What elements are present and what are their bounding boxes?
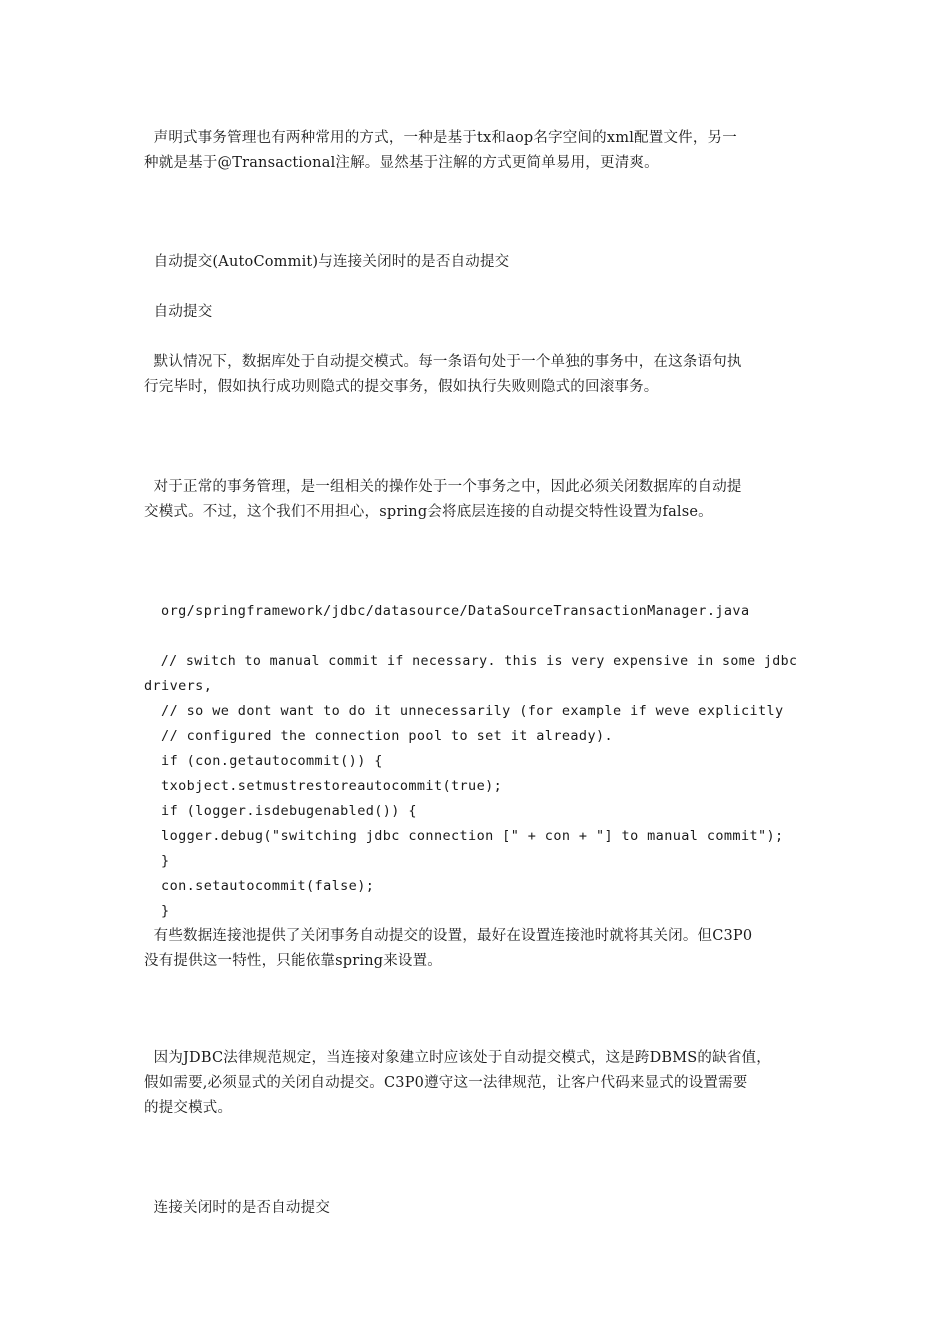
code-line: txobject.setmustrestoreautocommit(true); — [144, 778, 503, 794]
code-line: // configured the connection pool to set it already). — [144, 728, 614, 744]
text-line: 没有提供这一特性，只能依靠spring来设置。 — [144, 953, 443, 969]
text-line: 默认情况下，数据库处于自动提交模式。每一条语句处于一个单独的事务中，在这条语句执 — [144, 354, 742, 370]
code-line: drivers, — [144, 678, 213, 694]
text-line: 行完毕时，假如执行成功则隐式的提交事务，假如执行失败则隐式的回滚事务。 — [144, 379, 659, 395]
text-line: 假如需要,必须显式的关闭自动提交。C3P0遵守这一法律规范，让客户代码来显式的设置需要 — [144, 1075, 748, 1091]
code-line: } — [144, 903, 170, 919]
code-line: // so we dont want to do it unnecessarily (for example if weve explicitly — [144, 703, 784, 719]
text-line: 种就是基于@Transactional注解。显然基于注解的方式更简单易用，更清爽。 — [144, 155, 659, 171]
text-line: 声明式事务管理也有两种常用的方式，一种是基于tx和aop名字空间的xml配置文件，另一 — [144, 130, 737, 146]
text-line: 因为JDBC法律规范规定，当连接对象建立时应该处于自动提交模式，这是跨DBMS的缺省值， — [144, 1050, 771, 1066]
text-line: 有些数据连接池提供了关闭事务自动提交的设置，最好在设置连接池时就将其关闭。但C3P0 — [144, 928, 753, 944]
code-line: logger.debug("switching jdbc connection [" + con + "] to manual commit"); — [144, 828, 784, 844]
text-line: 连接关闭时的是否自动提交 — [144, 1200, 331, 1216]
code-line: if (con.getautocommit()) { — [144, 753, 383, 769]
code-line: if (logger.isdebugenabled()) { — [144, 803, 417, 819]
file-path-line: org/springframework/jdbc/datasource/DataSourceTransactionManager.java — [144, 603, 750, 619]
text-line: 自动提交(AutoCommit)与连接关闭时的是否自动提交 — [144, 254, 510, 270]
text-line: 对于正常的事务管理，是一组相关的操作处于一个事务之中，因此必须关闭数据库的自动提 — [144, 479, 742, 495]
text-line: 自动提交 — [144, 304, 213, 320]
code-line: // switch to manual commit if necessary. this is very expensive in some jdbc — [144, 654, 798, 669]
code-line: } — [144, 853, 170, 869]
text-line: 交模式。不过，这个我们不用担心，spring会将底层连接的自动提交特性设置为false。 — [144, 504, 713, 520]
code-line: con.setautocommit(false); — [144, 878, 375, 894]
text-line: 的提交模式。 — [144, 1100, 233, 1116]
